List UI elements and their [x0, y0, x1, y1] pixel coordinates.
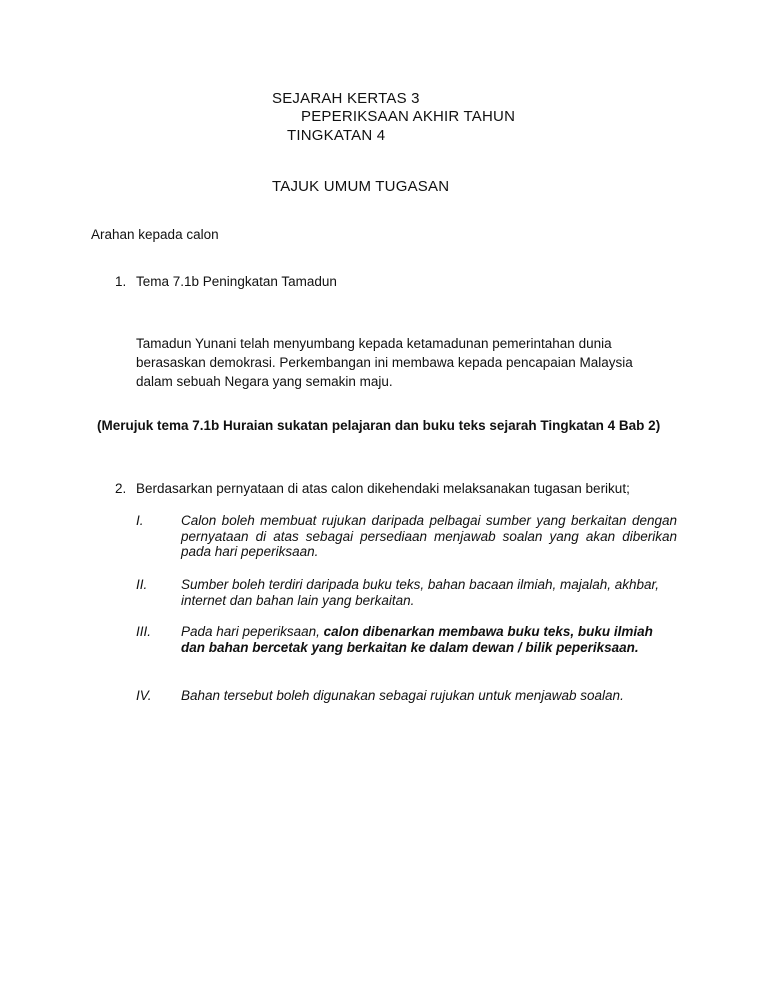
instructions-label: Arahan kepada calon — [91, 227, 219, 242]
item-3-numeral: III. — [136, 624, 152, 639]
section-1-paragraph-line-1: Tamadun Yunani telah menyumbang kepada ketamadunan pemerintahan dunia — [136, 336, 612, 351]
item-1-text: Calon boleh membuat rujukan daripada pelbagai sumber yang berkaitan dengan pernyataan di atas sebagai persediaan menjawab soalan yang akan diberikan pada hari peperiksaan. — [181, 513, 677, 559]
item-3-text — [181, 624, 677, 655]
section-1-number: 1. — [115, 274, 127, 289]
item-4-numeral: IV. — [136, 688, 152, 703]
item-2-text: Sumber boleh terdiri daripada buku teks, bahan bacaan ilmiah, majalah, akhbar, internet dan bahan lain yang berkaitan. — [181, 577, 660, 608]
header-line-2: PEPERIKSAAN AKHIR TAHUN — [301, 108, 516, 125]
item-1-numeral: I. — [136, 513, 144, 528]
reference-note: (Merujuk tema 7.1b Huraian sukatan pelajaran dan buku teks sejarah Tingkatan 4 Bab 2) — [97, 418, 661, 433]
item-3-text-plain: Pada hari peperiksaan, — [181, 624, 324, 639]
section-2-number: 2. — [115, 481, 127, 496]
header-line-3: TINGKATAN 4 — [287, 127, 386, 144]
section-1-title: Tema 7.1b Peningkatan Tamadun — [136, 274, 337, 289]
item-2-numeral: II. — [136, 577, 148, 592]
section-1-paragraph-line-3: dalam sebuah Negara yang semakin maju. — [136, 374, 393, 389]
section-2-title: Berdasarkan pernyataan di atas calon dikehendaki melaksanakan tugasan berikut; — [136, 481, 630, 496]
item-3-text-bold: calon dibenarkan membawa buku teks, buku ilmiah dan bahan bercetak yang berkaitan ke dalam dewan / bilik peperiksaan. — [181, 624, 653, 655]
header-line-1: SEJARAH KERTAS 3 — [272, 90, 420, 107]
section-1-paragraph-line-2: berasaskan demokrasi. Perkembangan ini membawa kepada pencapaian Malaysia — [136, 355, 633, 370]
topic-title: TAJUK UMUM TUGASAN — [272, 178, 450, 195]
item-4-text: Bahan tersebut boleh digunakan sebagai rujukan untuk menjawab soalan. — [181, 688, 624, 703]
